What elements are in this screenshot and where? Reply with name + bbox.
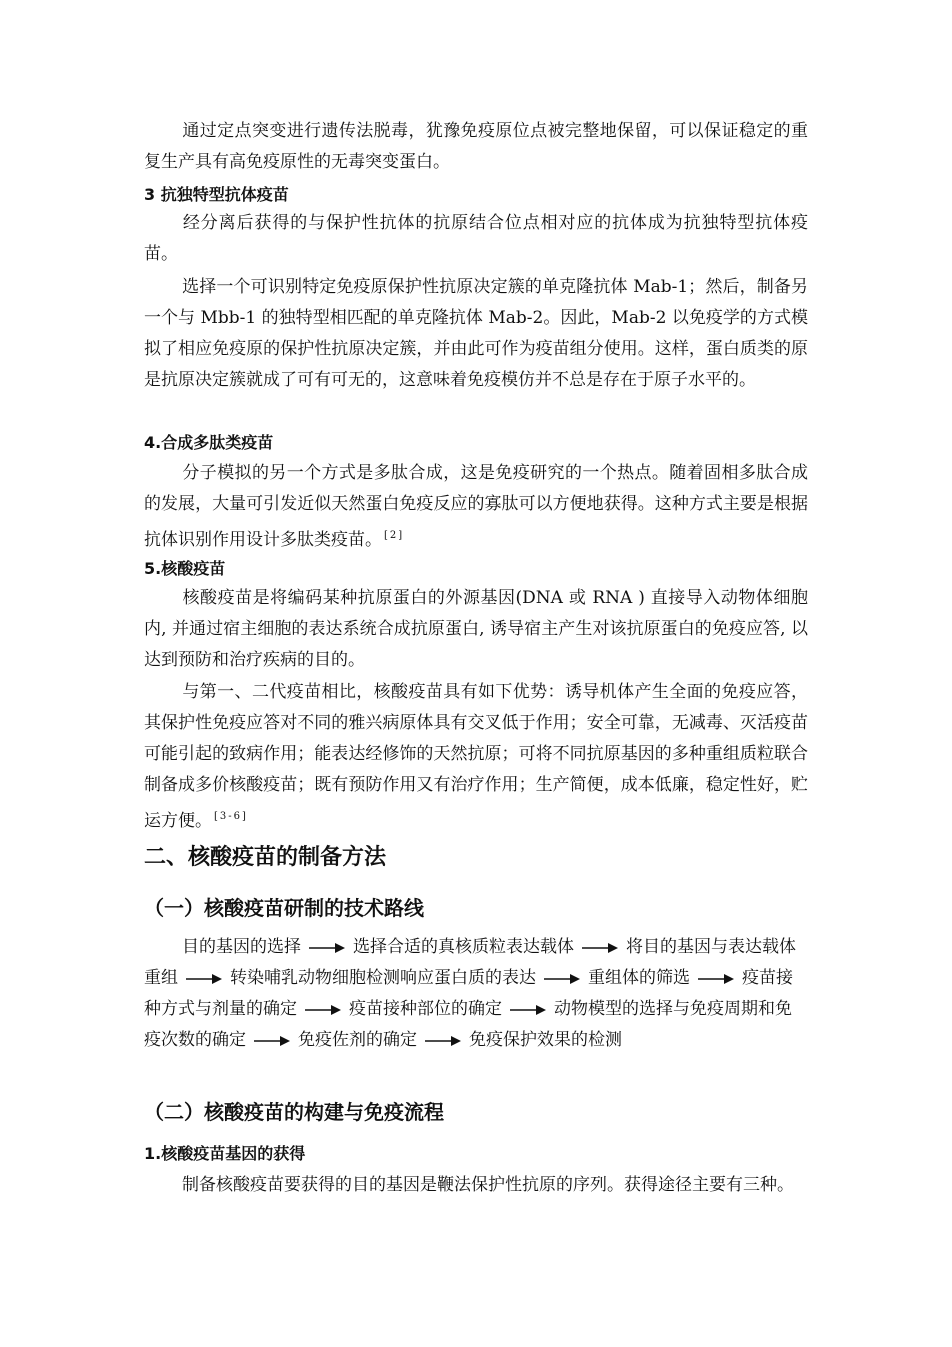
heading-peptide-vaccine: 4.合成多肽类疫苗 [144, 433, 274, 452]
route-step: 选择合适的真核质粒表达载体 [353, 937, 574, 957]
route-step: 免疫佐剂的确定 [298, 1030, 417, 1050]
paragraph-nucleic-2-text: 与第一、二代疫苗相比，核酸疫苗具有如下优势：诱导机体产生全面的免疫应答，其保护性免疫应答对不同的雅兴病原体具有交叉低于作用；安全可靠，无减毒、灭活疫苗可能引起的致病作用；能表达经修饰的天然抗原；可将不同抗原基因的多种重组质粒联合制备成多价核酸疫苗；既有预防作用又有治疗作用；生产简便，成本低廉，稳定性好，贮运方便。 [144, 682, 808, 831]
right-arrow-icon [254, 1035, 290, 1047]
technical-route-flow [144, 932, 808, 1056]
heading-gene-acquisition: 1.核酸疫苗基因的获得 [144, 1144, 306, 1163]
heading-anti-idiotype: 3 抗独特型抗体疫苗 [144, 185, 289, 204]
route-step: 重组体的筛选 [588, 968, 690, 988]
route-step: 免疫保护效果的检测 [469, 1030, 622, 1050]
route-step: 转染哺乳动物细胞检测响应蛋白质的表达 [230, 968, 536, 988]
right-arrow-icon [425, 1035, 461, 1047]
route-step: 将目的基因与表达载体重组 [144, 937, 796, 988]
paragraph-anti-idiotype-2-text: 选择一个可识别特定免疫原保护性抗原决定簇的单克隆抗体 Mab-1；然后，制备另一个与 Mbb-1 的独特型相匹配的单克隆抗体 Mab-2。因此，Mab-2 以免疫学的方式模拟了相应免疫原的保护性抗原决定簇，并由此可作为疫苗组分使用。这样，蛋白质类的原是抗原决定簇就成了可有可无的，这意味着免疫模仿并不总是存在于原子水平的。 [144, 277, 808, 390]
right-arrow-icon [309, 942, 345, 954]
heading-build-process: （二）核酸疫苗的构建与免疫流程 [144, 1100, 444, 1124]
right-arrow-icon [186, 973, 222, 985]
route-step: 目的基因的选择 [182, 937, 301, 957]
paragraph-nucleic-1-text: 核酸疫苗是将编码某种抗原蛋白的外源基因(DNA 或 RNA ) 直接导入动物体细胞内, 并通过宿主细胞的表达系统合成抗原蛋白, 诱导宿主产生对该抗原蛋白的免疫应答, 以达到预防和治疗疾病的目的。 [144, 588, 808, 670]
right-arrow-icon [510, 1004, 546, 1016]
paragraph-nucleic-1 [144, 583, 808, 676]
right-arrow-icon [544, 973, 580, 985]
paragraph-gene [144, 1170, 808, 1201]
paragraph-peptide-text: 分子模拟的另一个方式是多肽合成，这是免疫研究的一个热点。随着固相多肽合成的发展，大量可引发近似天然蛋白免疫反应的寡肽可以方便地获得。这种方式主要是根据抗体识别作用设计多肽类疫苗。 [144, 463, 808, 550]
right-arrow-icon [305, 1004, 341, 1016]
paragraph-anti-idiotype-1 [144, 208, 808, 270]
heading-technical-route: （一）核酸疫苗研制的技术路线 [144, 896, 424, 920]
paragraph-anti-idiotype-1-text: 经分离后获得的与保护性抗体的抗原结合位点相对应的抗体成为抗独特型抗体疫苗。 [144, 213, 808, 264]
route-step: 疫苗接种方式与剂量的确定 [144, 968, 793, 1019]
paragraph-intro [144, 116, 808, 178]
citation-nucleic: [3-6] [214, 811, 248, 822]
right-arrow-icon [582, 942, 618, 954]
heading-section-2: 二、核酸疫苗的制备方法 [144, 845, 387, 870]
paragraph-gene-text: 制备核酸疫苗要获得的目的基因是鞭法保护性抗原的序列。获得途径主要有三种。 [182, 1175, 794, 1195]
paragraph-nucleic-2 [144, 677, 808, 837]
paragraph-peptide [144, 458, 808, 556]
heading-nucleic-vaccine: 5.核酸疫苗 [144, 559, 226, 578]
route-step: 疫苗接种部位的确定 [349, 999, 502, 1019]
citation-peptide: [2] [384, 530, 405, 541]
route-step: 动物模型的选择与免疫周期和免疫次数的确定 [144, 999, 792, 1050]
paragraph-intro-text: 通过定点突变进行遗传法脱毒，犹豫免疫原位点被完整地保留，可以保证稳定的重复生产具有高免疫原性的无毒突变蛋白。 [144, 121, 808, 172]
paragraph-anti-idiotype-2 [144, 272, 808, 396]
right-arrow-icon [698, 973, 734, 985]
